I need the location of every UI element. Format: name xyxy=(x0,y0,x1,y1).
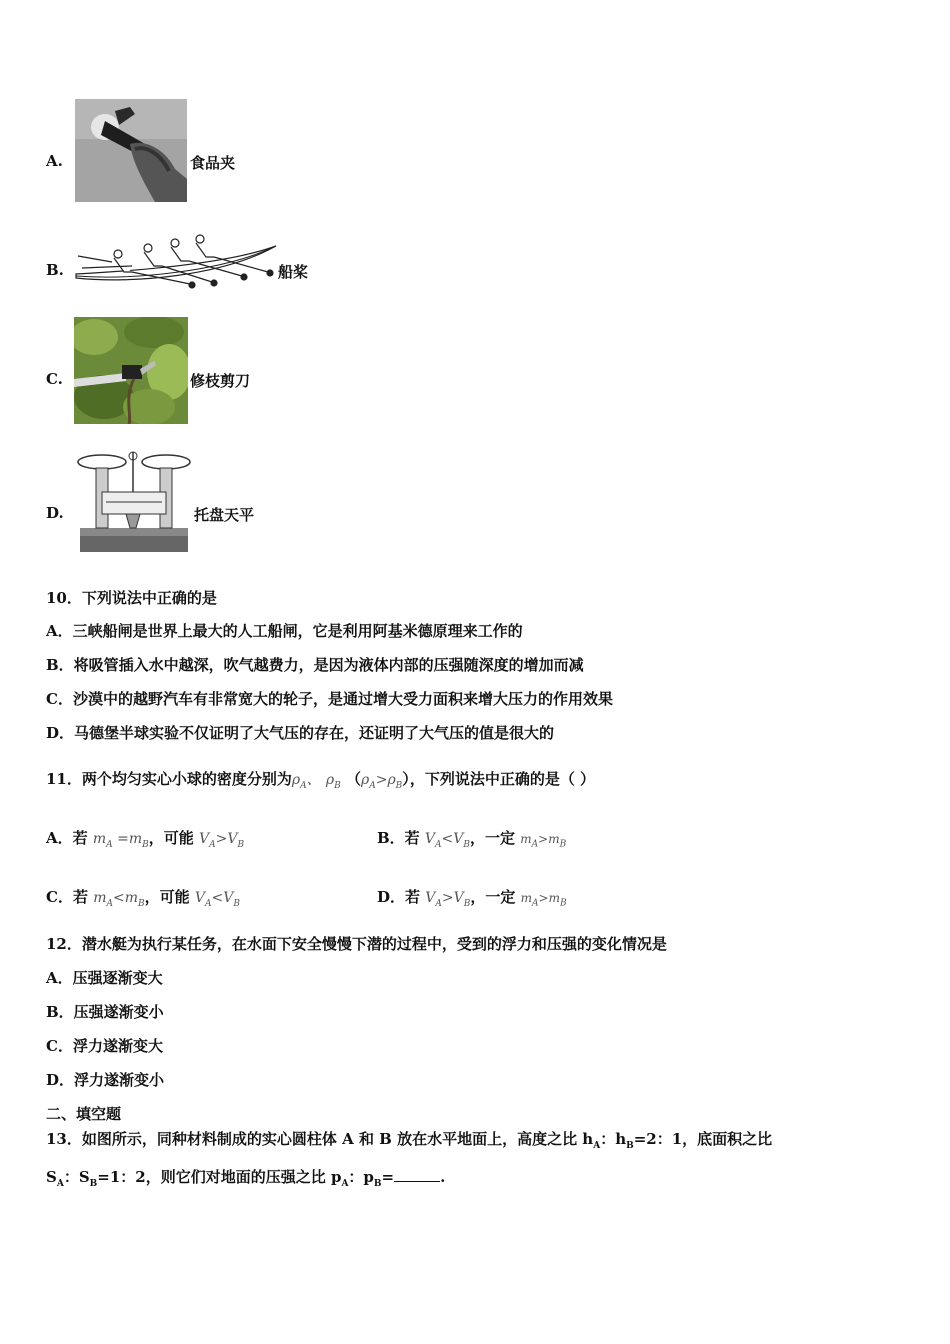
option-a-caption: 食品夹 xyxy=(190,154,236,172)
rowing-boat-drawing xyxy=(72,232,278,294)
q12-option-c: C．浮力遂渐变大 xyxy=(46,1037,163,1055)
q10-option-b: B．将吸管插入水中越深，吹气越费力，是因为液体内部的压强随深度的增加而减 xyxy=(46,656,584,674)
q11-option-a: A．若 $m_A =m_B$，可能 $V_A>V_B$ xyxy=(46,829,245,850)
q13-line1: 13．如图所示，同种材料制成的实心圆柱体 A 和 B 放在水平地面上，高度之比 $h_A$：$h_B=2$：1，底面积之比 xyxy=(46,1130,773,1151)
q12-option-b: B．压强遂渐变小 xyxy=(46,1003,164,1021)
cond-close: ） xyxy=(402,770,410,788)
section-heading: 二、填空题 xyxy=(46,1105,122,1123)
rho-b-symbol: $\rho_B$ xyxy=(325,772,341,791)
tray-balance-drawing xyxy=(72,448,194,556)
q13-line2: $S_A$：$S_B=1$：2，则它们对地面的压强之比 $p_A$：$p_B=$ . xyxy=(46,1168,446,1189)
option-a-letter: A. xyxy=(46,152,63,170)
rho-condition: $\rho_A>\rho_B$ xyxy=(360,772,403,791)
q12-stem: 12．潜水艇为执行某任务，在水面下安全慢慢下潜的过程中，受到的浮力和压强的变化情况是 xyxy=(46,935,667,953)
option-d-caption: 托盘天平 xyxy=(194,506,255,524)
q11-stem-prefix: 11．两个均匀实心小球的密度分别为 xyxy=(46,770,292,788)
answer-blank[interactable] xyxy=(394,1167,440,1182)
q10-option-c: C．沙漠中的越野汽车有非常宽大的轮子，是通过增大受力面积来增大压力的作用效果 xyxy=(46,690,613,708)
q12-option-a: A．压强逐渐变大 xyxy=(46,969,163,987)
q12-option-d: D．浮力遂渐变小 xyxy=(46,1071,165,1089)
q11-stem-suffix: ，下列说法中正确的是（ ） xyxy=(409,770,596,788)
option-d-letter: D. xyxy=(46,504,64,522)
q11-option-b: B．若 $V_A<V_B$，一定 $m_A>m_B$ xyxy=(377,829,567,850)
cond-open: （ xyxy=(345,770,361,788)
q11-option-d: D．若 $V_A>V_B$，一定 $m_A>m_B$ xyxy=(377,888,567,909)
food-tongs-photo xyxy=(75,99,187,202)
q11-stem xyxy=(46,769,595,796)
pruning-shears-photo xyxy=(74,317,188,424)
option-c-caption: 修枝剪刀 xyxy=(190,372,251,390)
option-b-letter: B. xyxy=(46,261,64,279)
q10-stem: 10．下列说法中正确的是 xyxy=(46,589,217,607)
rho-separator: 、 xyxy=(306,772,321,788)
q11-option-c: C．若 $m_A<m_B$，可能 $V_A<V_B$ xyxy=(46,888,240,909)
rho-a-symbol: $\rho_A$ xyxy=(291,772,307,791)
option-b-caption: 船桨 xyxy=(278,263,309,281)
q10-option-a: A．三峡船闸是世界上最大的人工船闸，它是利用阿基米德原理来工作的 xyxy=(46,622,523,640)
q10-option-d: D．马德堡半球实验不仅证明了大气压的存在，还证明了大气压的值是很大的 xyxy=(46,724,555,742)
option-c-letter: C. xyxy=(46,370,63,388)
